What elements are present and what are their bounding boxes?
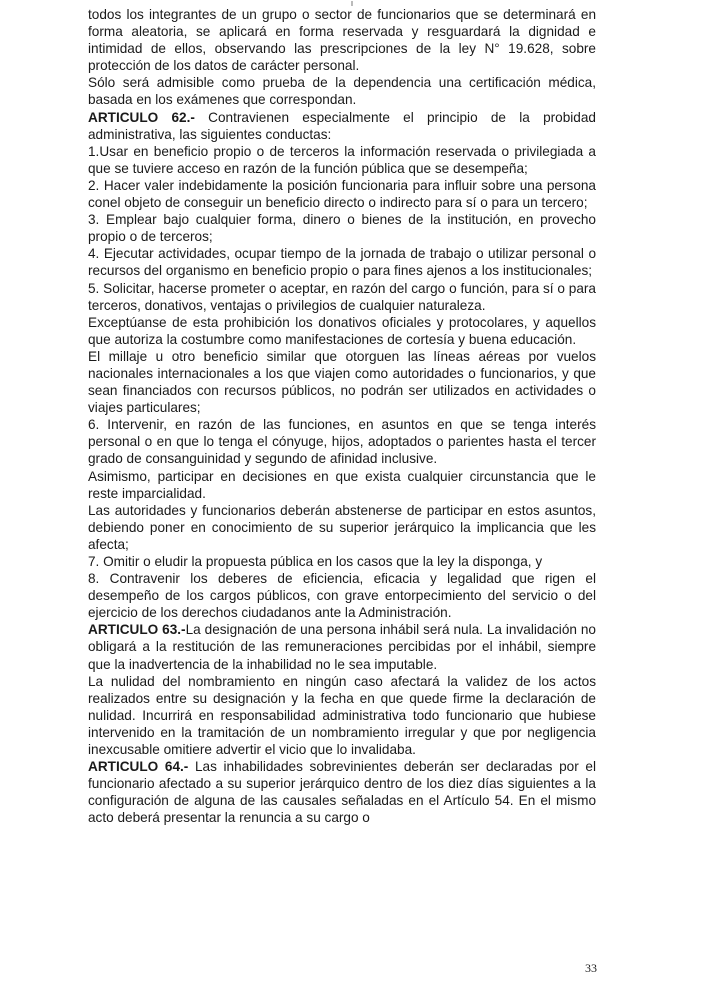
- list-item: 1.Usar en beneficio propio o de terceros la información reservada o privilegiada a que se tuviere acceso en razón de la función pública que se desempeña;: [88, 143, 596, 176]
- paragraph: Las autoridades y funcionarios deberán abstenerse de participar en estos asuntos, debiendo poner en conocimiento de su superior jerárquico la implicancia que les afecta;: [88, 502, 596, 552]
- article-heading: ARTICULO 62.-: [88, 109, 195, 125]
- list-item: 8. Contravenir los deberes de eficiencia, eficacia y legalidad que rigen el desempeño de los cargos públicos, con grave entorpecimiento del servicio o del ejercicio de los derechos ciudadanos ante la Administración.: [88, 571, 596, 621]
- article-heading: ARTICULO 63.-: [88, 622, 186, 638]
- article-paragraph: ARTICULO 63.-La designación de una persona inhábil será nula. La invalidación no obligará a la restitución de las remuneraciones percibidas por el inhábil, siempre que la inadvertencia de la inhabilidad no le sea imputable.: [88, 622, 596, 672]
- article-paragraph: ARTICULO 64.- Las inhabilidades sobrevinientes deberán ser declaradas por el funcionario afectado a su superior jerárquico dentro de los diez días siguientes a la configuración de alguna de las causales señaladas en el Artículo 54. En el mismo acto deberá presentar la renuncia a su cargo o: [88, 759, 596, 826]
- paragraph: El millaje u otro beneficio similar que otorguen las líneas aéreas por vuelos nacionales internacionales a los que viajen como autoridades o funcionarios, y que sean financiados con recursos públicos, no podrán ser utilizados en actividades o viajes particulares;: [88, 348, 596, 416]
- list-item: 6. Intervenir, en razón de las funciones, en asuntos en que se tenga interés personal o en que lo tenga el cónyuge, hijos, adoptados o parientes hasta el tercer grado de consanguinidad y segundo de afinidad inclusive.: [88, 417, 596, 467]
- list-item: 7. Omitir o eludir la propuesta pública en los casos que la ley la disponga, y: [88, 554, 543, 569]
- page-number: 33: [585, 961, 597, 975]
- list-item: 2. Hacer valer indebidamente la posición funcionaria para influir sobre una persona conel objeto de conseguir un beneficio directo o indirecto para sí o para un tercero;: [88, 177, 596, 211]
- paragraph: Exceptúanse de esta prohibición los donativos oficiales y protocolares, y aquellos que autoriza la costumbre como manifestaciones de cortesía y buena educación.: [88, 314, 596, 347]
- article-heading: ARTICULO 64.-: [88, 759, 189, 775]
- paragraph: todos los integrantes de un grupo o sector de funcionarios que se determinará en forma aleatoria, se aplicará en forma reservada y resguardará la dignidad e intimidad de ellos, observando las prescripciones de la ley N° 19.628, sobre protección de los datos de carácter personal.: [88, 7, 596, 74]
- list-item: 3. Emplear bajo cualquier forma, dinero o bienes de la institución, en provecho propio o de terceros;: [88, 212, 596, 245]
- article-paragraph: ARTICULO 62.- Contravienen especialmente el principio de la probidad administrativa, las siguientes conductas:: [88, 109, 596, 142]
- list-item: 5. Solicitar, hacerse prometer o aceptar, en razón del cargo o función, para sí o para terceros, donativos, ventajas o privilegios de cualquier naturaleza.: [88, 280, 596, 313]
- document-body: [88, 6, 596, 827]
- paragraph: Asimismo, participar en decisiones en que exista cualquier circunstancia que le reste imparcialidad.: [88, 468, 596, 501]
- list-item: 4. Ejecutar actividades, ocupar tiempo de la jornada de trabajo o utilizar personal o recursos del organismo en beneficio propio o para fines ajenos a los institucionales;: [88, 246, 596, 279]
- paragraph: La nulidad del nombramiento en ningún caso afectará la validez de los actos realizados entre su designación y la fecha en que quede firme la declaración de nulidad. Incurrirá en responsabilidad administrativa todo funcionario que hubiese intervenido en la tramitación de un nombramiento irregular y que por negligencia inexcusable omitiere advertir el vicio que lo invalidaba.: [88, 673, 596, 758]
- paragraph: Sólo será admisible como prueba de la dependencia una certificación médica, basada en los exámenes que correspondan.: [88, 75, 596, 108]
